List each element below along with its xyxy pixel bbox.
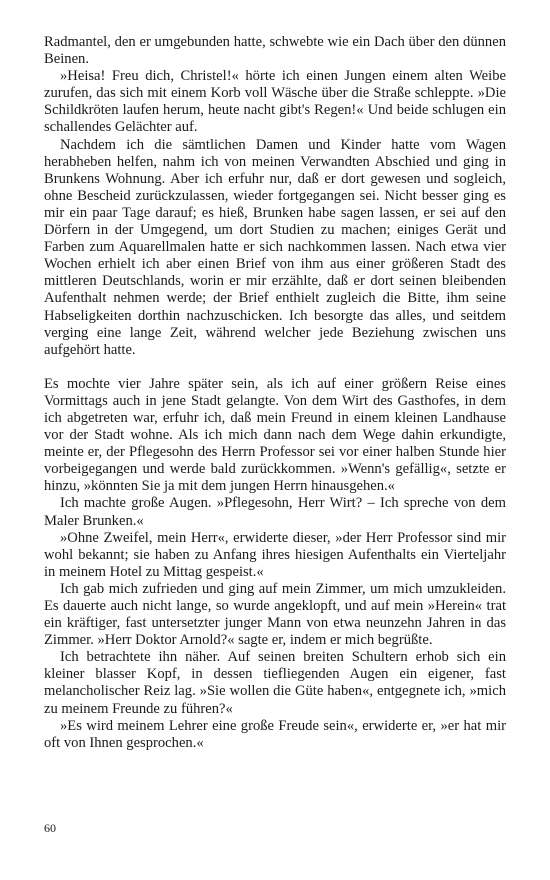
section-break — [44, 359, 506, 376]
body-text — [44, 34, 506, 752]
paragraph: »Es wird meinem Lehrer eine große Freude sein«, erwiderte er, »er hat mir oft von Ihnen gesprochen.« — [44, 717, 506, 751]
paragraph: Ich gab mich zufrieden und ging auf mein Zimmer, um mich umzukleiden. Es dauerte auch nicht lange, so wurde angeklopft, und auf mein »Herein« trat ein kräftiger, fast untersetzter junger Mann von etwa neunzehn Jahren in das Zimmer. »Herr Doktor Arnold?« sagte er, indem er mich begrüßte. — [44, 580, 506, 649]
paragraph: Es mochte vier Jahre später sein, als ich auf einer größern Reise eines Vormittags auch in jene Stadt gelangte. Von dem Wirt des Gasthofes, in dem ich abgetreten war, erfuhr ich, daß mein Freund in einem kleinen Landhause vor der Stadt wohne. Als ich mich dann nach dem Wege dahin erkundigte, meinte er, der Pflegesohn des Herrn Professor sei vor einer halben Stunde hier vorbeigegangen und werde bald zurückkommen. »Wenn's gefällig«, setzte er hinzu, »könnten Sie ja mit dem jungen Herrn hinausgehen.« — [44, 375, 506, 495]
paragraph: »Ohne Zweifel, mein Herr«, erwiderte dieser, »der Herr Professor sind mir wohl bekannt; sie haben zu Anfang ihres hiesigen Aufenthalts ein Vierteljahr in meinem Hotel zu Mittag gespeist.« — [44, 529, 506, 580]
paragraph: Nachdem ich die sämtlichen Damen und Kinder hatte vom Wagen herabheben helfen, nahm ich von meinen Verwandten Abschied und ging in Brunkens Wohnung. Aber ich erfuhr nur, daß er dort gewesen und sogleich, ohne Bescheid zurückzulassen, wieder fortgegangen sei. Nicht besser ging es mir ein paar Tage darauf; es hieß, Brunken habe sagen lassen, er sei auf den Dörfern in der Umgegend, um dort Studien zu machen; einiges Gerät und Farben zum Aquarellmalen hatte er sich nachkommen lassen. Nach etwa vier Wochen erhielt ich aber einen Brief von ihm aus einer größeren Stadt des mittleren Deutschlands, worin er mir erzählte, daß er dort seinen bleibenden Aufenthalt nehmen werde; der Brief enthielt zugleich die Bitte, ihm seine Habseligkeiten dorthin nachzuschicken. Ich besorgte das alles, und seitdem verging eine lange Zeit, während welcher jede Beziehung zwischen uns aufgehört hatte. — [44, 136, 506, 358]
paragraph: Ich betrachtete ihn näher. Auf seinen breiten Schultern erhob sich ein kleiner blasser Kopf, in dessen tiefliegenden Augen ein eigener, fast melancholischer Reiz lag. »Sie wollen die Güte haben«, entgegnete ich, »mich zu meinem Freunde zu führen?« — [44, 649, 506, 717]
book-page — [44, 34, 506, 752]
page-number: 60 — [44, 821, 56, 835]
paragraph: Radmantel, den er umgebunden hatte, schwebte wie ein Dach über den dünnen Beinen. — [44, 34, 506, 68]
paragraph: Ich machte große Augen. »Pflegesohn, Herr Wirt? – Ich spreche von dem Maler Brunken.« — [44, 495, 506, 529]
paragraph: »Heisa! Freu dich, Christel!« hörte ich einen Jungen einem alten Weibe zurufen, das sich mit einem Korb voll Wäsche über die Straße schleppte. »Die Schildkröten laufen herum, heute nacht gibt's Regen!« Und beide schlugen ein schallendes Gelächter auf. — [44, 68, 506, 136]
